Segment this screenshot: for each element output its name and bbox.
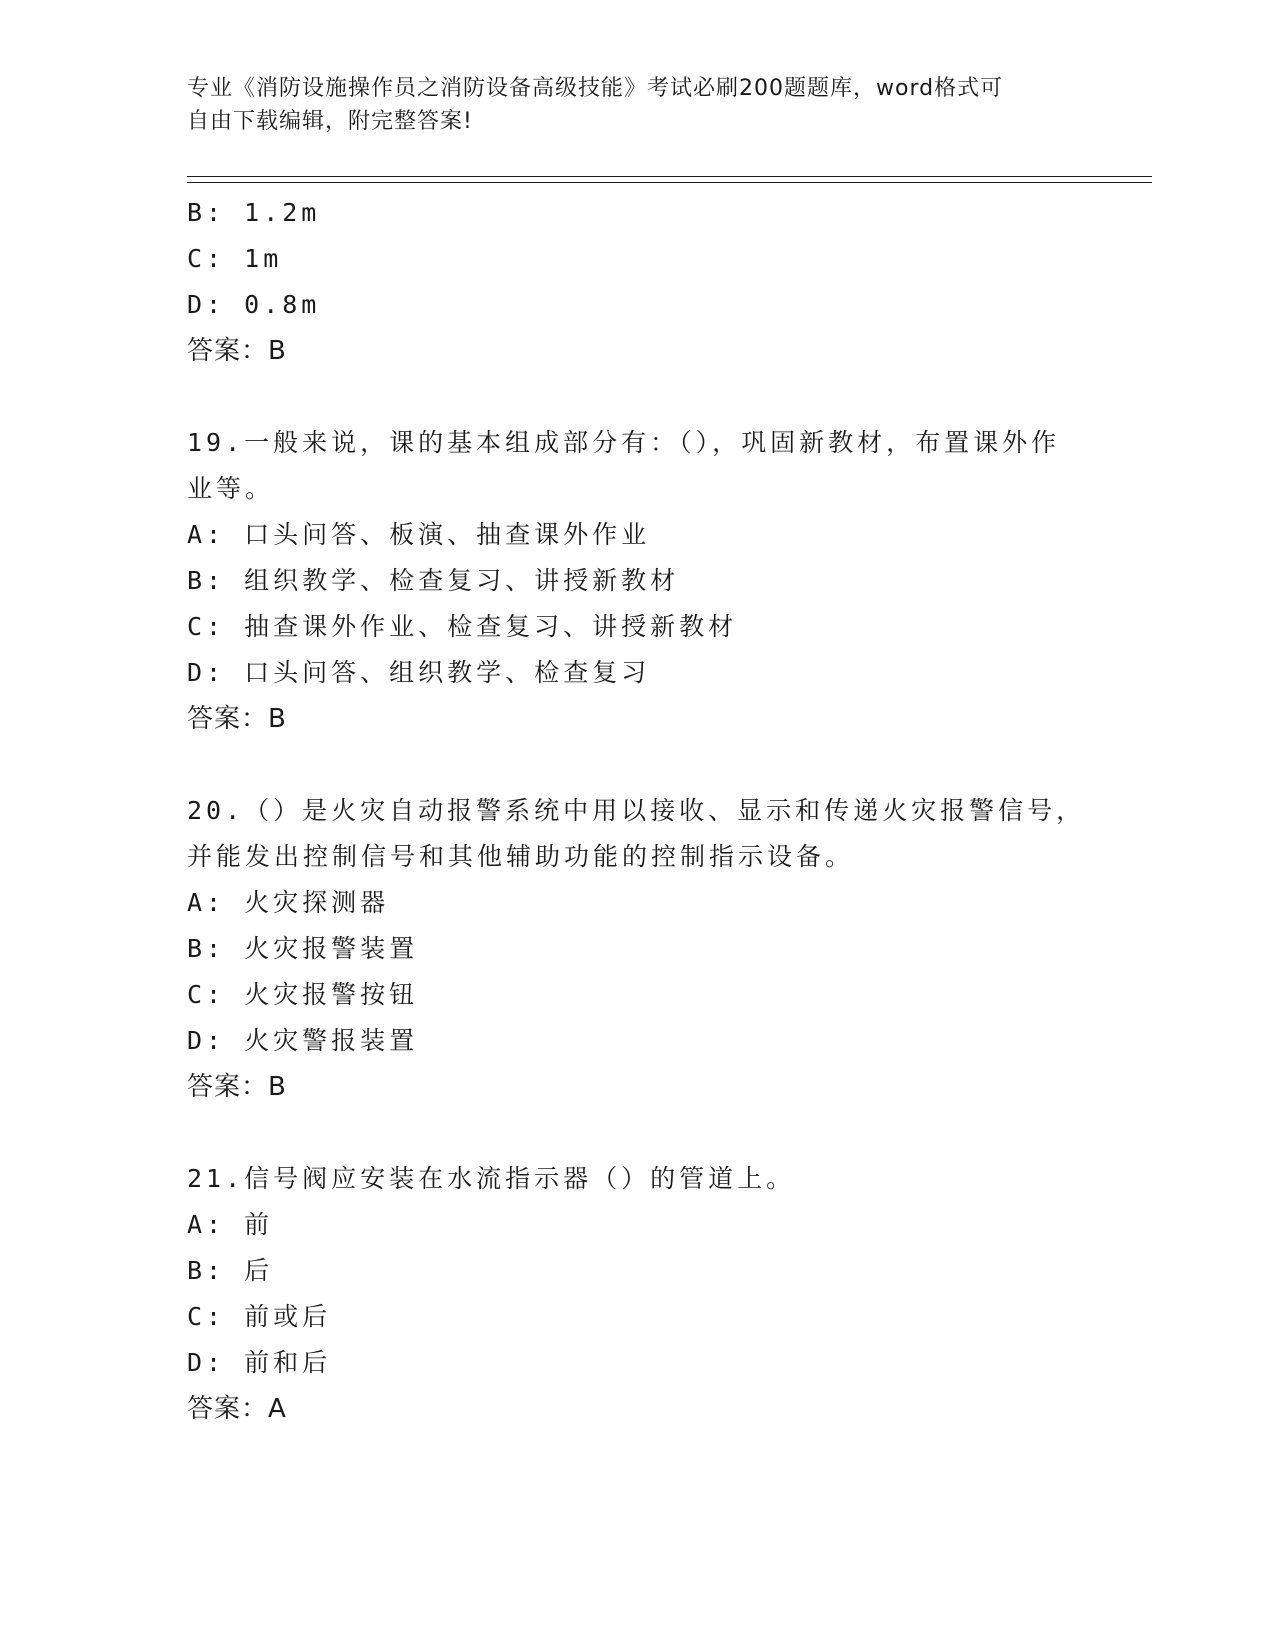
- option-c: C: 火灾报警按钮: [187, 980, 419, 1009]
- question-21: [187, 1156, 1087, 1432]
- question-20: [187, 788, 1087, 1110]
- option-b: B: 组织教学、检查复习、讲授新教材: [187, 566, 680, 595]
- option-d: D: 火灾警报装置: [187, 1026, 419, 1055]
- option-d: D: 口头问答、组织教学、检查复习: [187, 658, 651, 687]
- option-b: B: 火灾报警装置: [187, 934, 419, 963]
- option-b: B: 后: [187, 1256, 274, 1285]
- option-c: C: 前或后: [187, 1302, 332, 1331]
- question-19: [187, 420, 1087, 742]
- question-18-tail: [187, 190, 1087, 374]
- header-divider-top: [187, 176, 1152, 177]
- question-list: [187, 190, 1087, 1432]
- option-b: B: 1.2m: [187, 198, 321, 227]
- header-line-1: 专业《消防设施操作员之消防设备高级技能》考试必刷200题题库，word格式可: [187, 76, 1004, 101]
- option-c: C: 1m: [187, 244, 283, 273]
- header-line-2: 自由下载编辑，附完整答案!: [187, 109, 473, 134]
- answer-label: 答案：B: [187, 336, 287, 366]
- question-text-line-1: 19.一般来说，课的基本组成部分有：（），巩固新教材，布置课外作: [187, 428, 1061, 457]
- option-a: A: 火灾探测器: [187, 888, 390, 917]
- answer-label: 答案：A: [187, 1394, 287, 1424]
- option-d: D: 前和后: [187, 1348, 332, 1377]
- option-c: C: 抽查课外作业、检查复习、讲授新教材: [187, 612, 738, 641]
- answer-label: 答案：B: [187, 704, 287, 734]
- question-text-line-1: 21.信号阀应安装在水流指示器（）的管道上。: [187, 1164, 796, 1193]
- question-text-line-2: 业等。: [187, 474, 275, 503]
- header-divider-bottom: [187, 182, 1152, 183]
- question-text-line-1: 20.（）是火灾自动报警系统中用以接收、显示和传递火灾报警信号，: [187, 796, 1086, 825]
- answer-label: 答案：B: [187, 1072, 287, 1102]
- question-text-line-2: 并能发出控制信号和其他辅助功能的控制指示设备。: [187, 842, 855, 871]
- option-d: D: 0.8m: [187, 290, 321, 319]
- option-a: A: 口头问答、板演、抽查课外作业: [187, 520, 651, 549]
- option-a: A: 前: [187, 1210, 274, 1239]
- document-header: [187, 72, 1067, 138]
